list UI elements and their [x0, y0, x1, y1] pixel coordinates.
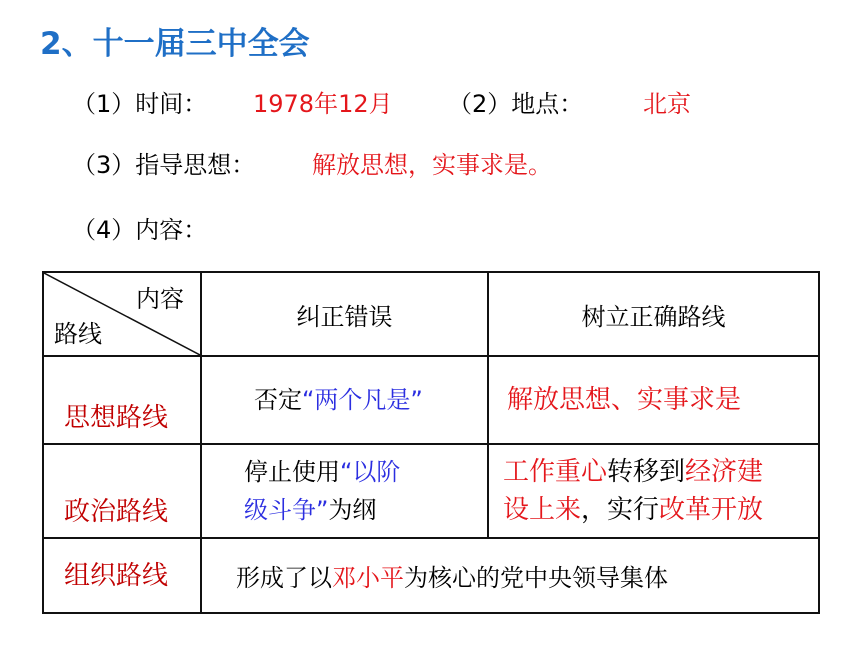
politics-establish-line1	[503, 453, 763, 491]
organization-text	[236, 559, 668, 597]
column-header-correct-errors: 纠正错误	[201, 272, 488, 356]
politics-economy-b: 设上来	[503, 495, 582, 525]
content-label: （4）内容：	[72, 216, 208, 244]
cell-politics-correct	[201, 444, 488, 538]
corner-header-content: 内容	[136, 285, 184, 313]
politics-correct-text	[244, 453, 400, 529]
thought-correct-quote: “两个凡是”	[302, 386, 423, 414]
corner-cell	[43, 272, 201, 356]
politics-economy-a: 经济建	[685, 457, 764, 487]
politics-correct-prefix: 停止使用	[244, 458, 340, 486]
politics-correct-line2	[244, 491, 400, 529]
politics-establish-line2	[503, 491, 763, 529]
corner-header-route: 路线	[54, 320, 102, 348]
time-value: 1978年12月	[253, 90, 393, 118]
organization-suffix: 为核心的党中央领导集体	[404, 564, 668, 592]
place-value: 北京	[643, 90, 691, 118]
politics-correct-line1	[244, 453, 400, 491]
cell-organization-merged	[201, 538, 819, 613]
guide-label: （3）指导思想：	[72, 151, 256, 179]
organization-leader: 邓小平	[332, 564, 404, 592]
politics-reform-opening: 改革开放	[659, 495, 764, 525]
cell-thought-correct	[201, 356, 488, 444]
row-label-cell-politics	[43, 444, 201, 538]
thought-correct-prefix: 否定	[254, 386, 302, 414]
column-header-establish-line: 树立正确路线	[488, 272, 819, 356]
politics-correct-suffix: 为纲	[328, 496, 377, 524]
row-label-organization: 组织路线	[64, 561, 169, 591]
cell-politics-establish	[488, 444, 819, 538]
guide-value: 解放思想，实事求是。	[312, 151, 552, 179]
thought-establish-text: 解放思想、实事求是	[507, 385, 742, 415]
politics-implement: ，实行	[581, 495, 660, 525]
reform-table	[42, 271, 820, 614]
time-label: （1）时间：	[72, 90, 208, 118]
section-heading: 2、十一届三中全会	[40, 26, 310, 62]
politics-correct-quote-b: 级斗争”	[244, 496, 329, 524]
politics-establish-text	[503, 453, 763, 529]
thought-correct-text	[254, 381, 423, 419]
politics-correct-quote-a: “以阶	[340, 458, 401, 486]
politics-shift: 转移到	[607, 457, 686, 487]
cell-thought-establish	[488, 356, 819, 444]
row-label-cell-thought	[43, 356, 201, 444]
politics-focus: 工作重心	[503, 457, 608, 487]
row-label-thought: 思想路线	[64, 403, 169, 433]
place-label: （2）地点：	[448, 90, 584, 118]
row-label-cell-organization	[43, 538, 201, 613]
row-label-politics: 政治路线	[64, 497, 169, 527]
organization-prefix: 形成了以	[236, 564, 332, 592]
